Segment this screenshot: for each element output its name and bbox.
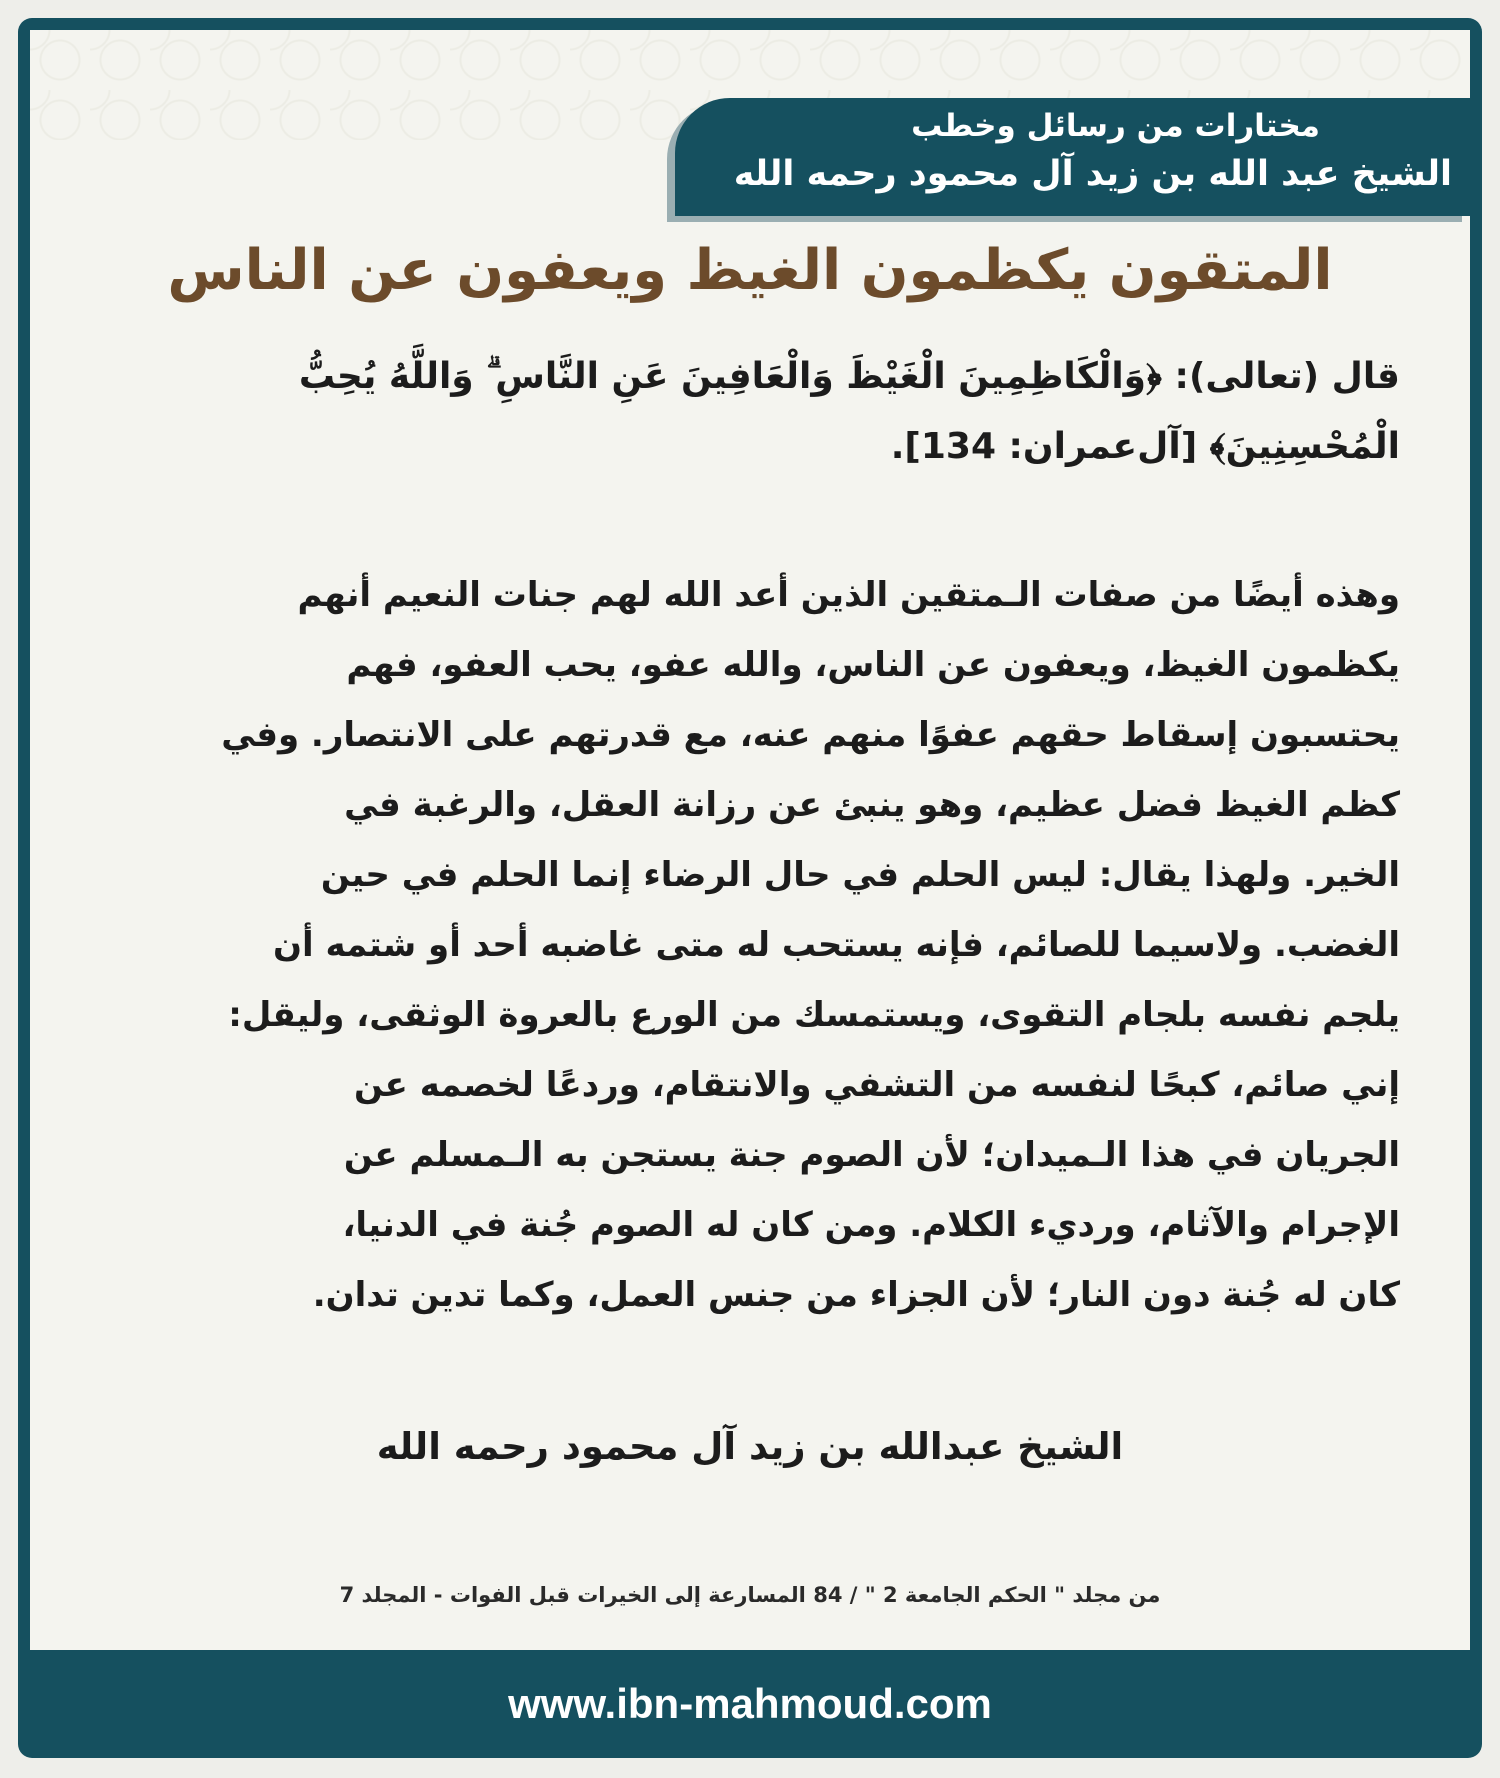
article-body	[125, 560, 1400, 1330]
body-line: الإجرام والآثام، ورديء الكلام. ومن كان له الصوم جُنة في الدنيا،	[342, 1205, 1400, 1245]
quran-verse: قال (تعالى): ﴿وَالْكَاظِمِينَ الْغَيْظَ وَالْعَافِينَ عَنِ النَّاسِ ۗ وَاللَّهُ يُحِبُّ الْمُحْسِنِينَ﴾ [آل‌عمران: 134].	[298, 356, 1400, 467]
source-citation: من مجلد " الحكم الجامعة 2 " / 84 المسارعة إلى الخيرات قبل الفوات - المجلد 7	[339, 1583, 1161, 1607]
article-title: المتقون يكظمون الغيظ ويعفون عن الناس	[167, 238, 1333, 303]
body-line: وهذه أيضًا من صفات الـمتقين الذين أعد الله لهم جنات النعيم أنهم	[297, 575, 1400, 615]
article-card	[30, 30, 1470, 1650]
body-line: يلجم نفسه بلجام التقوى، ويستمسك من الورع بالعروة الوثقى، وليقل:	[228, 995, 1400, 1035]
body-line: كظم الغيظ فضل عظيم، وهو ينبئ عن رزانة العقل، والرغبة في	[344, 785, 1400, 825]
header-author-name: الشيخ عبد الله بن زيد آل محمود رحمه الله	[733, 154, 1452, 194]
header-banner	[675, 98, 1470, 216]
author-signature: الشيخ عبدالله بن زيد آل محمود رحمه الله	[376, 1425, 1124, 1468]
body-line: الغضب. ولاسيما للصائم، فإنه يستحب له متى غاضبه أحد أو شتمه أن	[272, 925, 1400, 965]
body-line: إني صائم، كبحًا لنفسه من التشفي والانتقام، وردعًا لخصمه عن	[354, 1065, 1400, 1105]
website-link[interactable]: www.ibn-mahmoud.com	[508, 1680, 992, 1727]
body-line: الجريان في هذا الـميدان؛ لأن الصوم جنة يستجن به الـمسلم عن	[343, 1135, 1400, 1175]
body-line: يكظمون الغيظ، ويعفون عن الناس، والله عفو، يحب العفو، فهم	[346, 645, 1400, 685]
body-line: يحتسبون إسقاط حقهم عفوًا منهم عنه، مع قدرتهم على الانتصار. وفي	[221, 715, 1400, 755]
header-series-title: مختارات من رسائل وخطب	[911, 108, 1320, 144]
body-line: كان له جُنة دون النار؛ لأن الجزاء من جنس العمل، وكما تدين تدان.	[312, 1275, 1400, 1315]
body-line: الخير. ولهذا يقال: ليس الحلم في حال الرضاء إنما الحلم في حين	[320, 855, 1400, 895]
page-frame	[18, 18, 1482, 1758]
